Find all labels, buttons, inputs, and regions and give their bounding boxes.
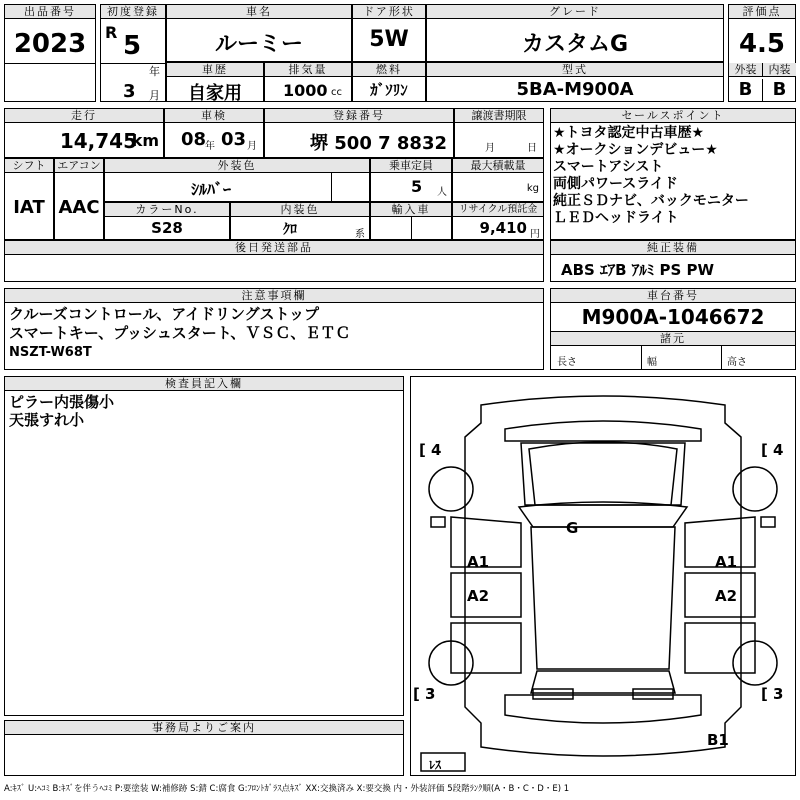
ac-label: エアコン xyxy=(55,159,103,173)
ac-box xyxy=(54,158,104,240)
diagram-mark: A1 xyxy=(467,553,490,571)
note-line: NSZT-W68T xyxy=(9,345,92,360)
mileage: 14,745 xyxy=(59,129,137,153)
exterior-color-box xyxy=(104,158,370,202)
grade-box xyxy=(426,4,724,62)
exterior-color: ｼﾙﾊﾞｰ xyxy=(191,180,232,199)
legend-footer: A:ｷｽﾞ U:ﾍｺﾐ B:ｷｽﾞを伴うﾍｺﾐ P:要塗装 W:補修跡 S:錆 C:腐食 G:ﾌﾛﾝﾄｶﾞﾗｽ点ｷｽﾞ XX:交換済み X:要交換 内・外装評価 5段階ﾗﾝｸ順(A・B・C・D・E) 1 xyxy=(4,784,570,794)
length-label: 長さ xyxy=(557,357,577,368)
model-label: 型式 xyxy=(427,63,723,77)
capacity-label: 乗車定員 xyxy=(371,159,451,173)
door-box xyxy=(352,4,426,62)
inspection-label: 車検 xyxy=(165,109,263,123)
equipment-box xyxy=(550,240,796,282)
fuel-label: 燃料 xyxy=(353,63,425,77)
score: 4.5 xyxy=(738,29,786,59)
first-reg-label: 初度登録 xyxy=(101,5,165,19)
diagram-mark: B1 xyxy=(707,731,729,749)
inspector-label: 検査員記入欄 xyxy=(5,377,403,391)
notes-label: 注意事項欄 xyxy=(5,289,543,303)
office-box xyxy=(4,720,404,776)
plate-number: 堺 500 7 8832 xyxy=(310,133,447,154)
chassis-label: 車台番号 xyxy=(551,289,795,303)
capacity-box xyxy=(370,158,452,202)
year-unit: 年 xyxy=(149,65,160,78)
later-parts-box xyxy=(4,240,544,282)
ac: AAC xyxy=(58,197,100,218)
displacement: 1000 xyxy=(283,81,328,100)
first-reg-box xyxy=(100,4,166,102)
displacement-unit: cc xyxy=(331,87,342,98)
car-name-label: 車名 xyxy=(167,5,351,19)
equipment: ABS ｴｱB ｱﾙﾐ PS PW xyxy=(561,261,715,279)
specs-label: 諸元 xyxy=(551,331,795,346)
score-box xyxy=(728,4,796,102)
car-name: ルーミー xyxy=(214,32,303,57)
load-label: 最大積載量 xyxy=(453,159,543,173)
diagram-mark: A1 xyxy=(715,553,738,571)
inspection-year-unit: 年 xyxy=(205,141,215,152)
sales-point-line: ＬＥＤヘッドライト xyxy=(553,210,679,226)
month-unit: 月 xyxy=(149,89,160,102)
history-label: 車歴 xyxy=(167,63,263,77)
notes-box xyxy=(4,288,544,370)
transfer-day: 日 xyxy=(527,143,537,154)
car-diagram xyxy=(410,376,796,776)
recycle-label: リサイクル預託金 xyxy=(453,203,543,217)
capacity-unit: 人 xyxy=(437,187,447,198)
interior-color-label: 内装色 xyxy=(231,203,369,217)
lot-box xyxy=(4,4,96,102)
import-box xyxy=(370,202,452,240)
interior-color-unit: 系 xyxy=(355,229,365,240)
note-line: クルーズコントロール、アイドリングストップ xyxy=(9,305,320,323)
mileage-box xyxy=(4,108,164,158)
sales-point-line: ★オークションデビュー★ xyxy=(553,142,718,158)
chassis-number: M900A-1046672 xyxy=(581,305,765,329)
shift-box xyxy=(4,158,54,240)
sales-points-label: セールスポイント xyxy=(551,109,795,123)
transfer-label: 譲渡書期限 xyxy=(455,109,543,123)
capacity: 5 xyxy=(411,177,423,196)
height-label: 高さ xyxy=(727,357,747,368)
reg-month: 3 xyxy=(123,81,136,102)
displacement-label: 排気量 xyxy=(265,63,351,77)
inspection-year: 08 xyxy=(181,129,207,150)
load-box xyxy=(452,158,544,202)
ext-label: 外装 xyxy=(729,63,763,77)
import-label: 輸入車 xyxy=(371,203,451,217)
shift-label: シフト xyxy=(5,159,53,173)
mileage-unit: km xyxy=(131,131,159,150)
fuel-box xyxy=(352,62,426,102)
diagram-mark: ﾚｽ xyxy=(429,758,442,772)
lot-label: 出品番号 xyxy=(5,5,95,19)
sales-point-line: 純正ＳＤナビ、バックモニター xyxy=(553,193,749,209)
int-label: 内装 xyxy=(763,63,796,77)
displacement-box xyxy=(264,62,352,102)
diagram-mark: A2 xyxy=(715,587,738,605)
diagram-mark: 4 xyxy=(431,441,442,459)
color-no-box xyxy=(104,202,230,240)
equipment-label: 純正装備 xyxy=(551,241,795,255)
diagram-mark: 4 xyxy=(773,441,784,459)
fuel: ｶﾞｿﾘﾝ xyxy=(370,81,408,99)
car-outline-drawing xyxy=(411,377,795,775)
exterior-color-label: 外装色 xyxy=(105,159,369,173)
era: R xyxy=(105,23,118,42)
transfer-month: 月 xyxy=(485,143,495,154)
lot-number: 2023 xyxy=(13,29,87,59)
diagram-mark: 3 xyxy=(773,685,784,703)
plate-label: 登録番号 xyxy=(265,109,453,123)
ext-score: B xyxy=(729,79,763,101)
color-no: S28 xyxy=(151,219,183,237)
reg-year: 5 xyxy=(123,31,142,61)
svg-text:[: [ xyxy=(761,441,768,459)
plate-box xyxy=(264,108,454,158)
diagram-mark: 3 xyxy=(425,685,436,703)
inspection-month-unit: 月 xyxy=(247,141,257,152)
model-code: 5BA-M900A xyxy=(516,79,634,100)
svg-text:[: [ xyxy=(413,685,420,703)
color-no-label: カラーNo. xyxy=(105,203,229,217)
sales-points-box xyxy=(550,108,796,240)
mark-front-left: [ xyxy=(419,441,426,459)
diagram-mark: A2 xyxy=(467,587,490,605)
inspection-box xyxy=(164,108,264,158)
inspector-line: ピラー内張傷小 xyxy=(9,393,115,411)
later-parts-label: 後日発送部品 xyxy=(5,241,543,255)
inspector-box xyxy=(4,376,404,716)
load-unit: kg xyxy=(526,183,539,194)
svg-text:[: [ xyxy=(761,685,768,703)
recycle-box xyxy=(452,202,544,240)
width-label: 幅 xyxy=(647,357,657,368)
sales-point-line: 両側パワースライド xyxy=(553,176,678,192)
door-type: 5W xyxy=(369,27,409,52)
door-label: ドア形状 xyxy=(353,5,425,19)
shift: IAT xyxy=(13,197,45,218)
recycle-unit: 円 xyxy=(530,229,540,240)
transfer-box xyxy=(454,108,544,158)
history-box xyxy=(166,62,264,102)
recycle-amount: 9,410 xyxy=(479,219,527,237)
interior-color: ｸﾛ xyxy=(283,222,297,238)
history: 自家用 xyxy=(188,83,242,104)
office-label: 事務局よりご案内 xyxy=(5,721,403,735)
inspection-month: 03 xyxy=(221,129,247,150)
grade: カスタムG xyxy=(521,32,629,57)
car-name-box xyxy=(166,4,352,62)
diagram-mark: G xyxy=(566,519,579,537)
note-line: スマートキー、プッシュスタート、ＶＳＣ、ＥＴＣ xyxy=(9,324,351,342)
score-label: 評価点 xyxy=(729,5,795,19)
chassis-box xyxy=(550,288,796,370)
inspector-line: 天張すれ小 xyxy=(9,411,85,429)
sales-point-line: スマートアシスト xyxy=(553,159,664,175)
mileage-label: 走行 xyxy=(5,109,163,123)
interior-color-box xyxy=(230,202,370,240)
sales-point-line: ★トヨタ認定中古車歴★ xyxy=(553,125,705,141)
model-box xyxy=(426,62,724,102)
int-score: B xyxy=(772,79,787,100)
grade-label: グレード xyxy=(427,5,723,19)
